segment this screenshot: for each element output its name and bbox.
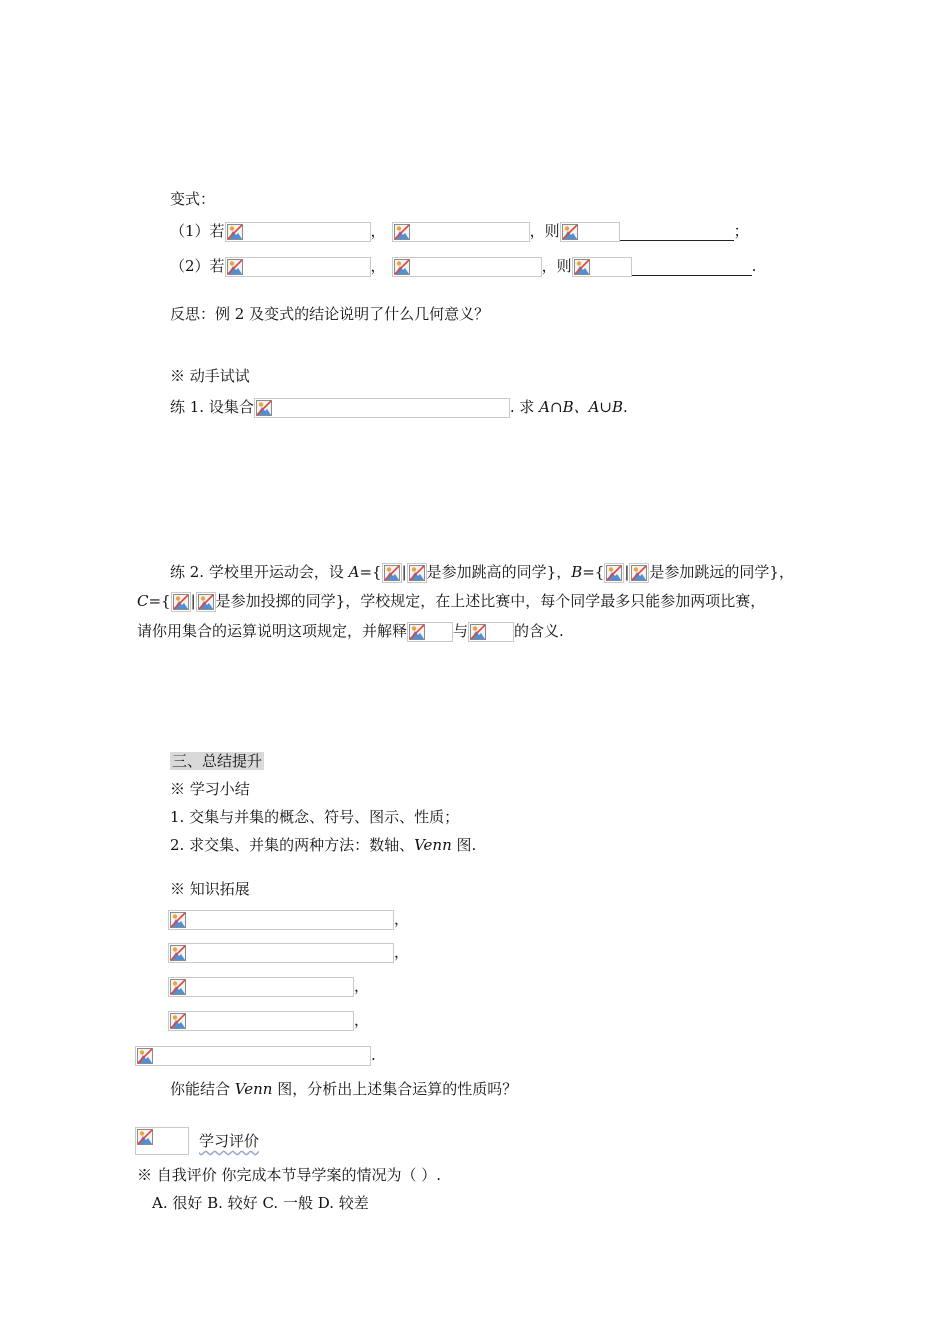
summary-point-1: 1. 交集与并集的概念、符号、图示、性质； xyxy=(170,808,460,826)
property-formula-2: ， xyxy=(168,941,409,963)
exercise-1: 练 1. 设集合 . 求 A∩B、A∪B. xyxy=(170,398,628,416)
broken-image-icon xyxy=(227,259,243,275)
formula-image xyxy=(168,1011,354,1031)
broken-image-icon xyxy=(256,400,272,416)
formula-image xyxy=(392,257,542,277)
evaluation-icon-image xyxy=(135,1127,189,1155)
formula-image xyxy=(225,257,371,277)
self-evaluation: ※ 自我评价 你完成本节导学案的情况为（ ）. xyxy=(137,1166,442,1184)
property-formula-1: ， xyxy=(168,908,409,930)
broken-image-icon xyxy=(384,565,400,581)
broken-image-icon xyxy=(137,1129,153,1145)
broken-image-icon xyxy=(170,1013,186,1029)
broken-image-icon xyxy=(606,565,622,581)
broken-image-icon xyxy=(631,565,647,581)
property-formula-5: . xyxy=(135,1044,376,1066)
formula-image xyxy=(225,222,371,242)
variant-item-1: （1）若 ， ，则 ； xyxy=(170,222,749,240)
broken-image-icon xyxy=(170,945,186,961)
formula-image xyxy=(560,222,620,242)
broken-image-icon xyxy=(394,224,410,240)
broken-image-icon xyxy=(409,565,425,581)
formula-image xyxy=(407,622,453,642)
broken-image-icon xyxy=(227,224,243,240)
formula-image xyxy=(196,592,216,612)
variant-item-2: （2）若 ， ，则 . xyxy=(170,257,757,275)
answer-blank[interactable] xyxy=(632,259,752,276)
property-formula-4: ， xyxy=(168,1009,369,1031)
broken-image-icon xyxy=(470,624,486,640)
formula-image xyxy=(168,943,394,963)
broken-image-icon xyxy=(170,912,186,928)
evaluation-options: A. 很好 B. 较好 C. 一般 D. 较差 xyxy=(152,1194,369,1212)
formula-image xyxy=(171,592,191,612)
exercise-2-line-3: 请你用集合的运算说明这项规定，并解释 与 的含义. xyxy=(137,622,564,640)
broken-image-icon xyxy=(170,979,186,995)
property-formula-3: ， xyxy=(168,975,369,997)
formula-image xyxy=(382,563,402,583)
broken-image-icon xyxy=(173,594,189,610)
study-summary-heading: ※ 学习小结 xyxy=(170,780,250,798)
formula-image xyxy=(254,398,510,418)
formula-image xyxy=(135,1046,371,1066)
try-heading: ※ 动手试试 xyxy=(170,367,250,385)
formula-image xyxy=(604,563,624,583)
evaluation-heading: 学习评价 xyxy=(199,1132,260,1150)
summary-point-2: 2. 求交集、并集的两种方法：数轴、Venn 图. xyxy=(170,836,477,854)
reflection-question: 反思：例 2 及变式的结论说明了什么几何意义？ xyxy=(170,305,490,323)
broken-image-icon xyxy=(198,594,214,610)
formula-image xyxy=(168,977,354,997)
answer-blank[interactable] xyxy=(620,224,734,241)
broken-image-icon xyxy=(394,259,410,275)
broken-image-icon xyxy=(137,1048,153,1064)
knowledge-expand-heading: ※ 知识拓展 xyxy=(170,880,250,898)
broken-image-icon xyxy=(409,624,425,640)
exercise-2-line-1: 练 2. 学校里开运动会，设 A={ | 是参加跳高的同学}，B={ | 是参加跳远的同学}， xyxy=(170,563,794,581)
formula-image xyxy=(407,563,427,583)
formula-image xyxy=(168,910,394,930)
formula-image xyxy=(392,222,530,242)
variant-heading: 变式： xyxy=(170,190,216,208)
broken-image-icon xyxy=(574,259,590,275)
exercise-2-line-2: C={ | 是参加投掷的同学}，学校规定，在上述比赛中，每个同学最多只能参加两项比赛， xyxy=(137,592,766,610)
evaluation-heading-row xyxy=(135,1126,259,1154)
section-summary-heading: 三、总结提升 xyxy=(172,752,263,770)
formula-image xyxy=(572,257,632,277)
formula-image xyxy=(629,563,649,583)
venn-question: 你能结合 Venn 图，分析出上述集合运算的性质吗？ xyxy=(170,1080,518,1098)
broken-image-icon xyxy=(562,224,578,240)
formula-image xyxy=(468,622,514,642)
